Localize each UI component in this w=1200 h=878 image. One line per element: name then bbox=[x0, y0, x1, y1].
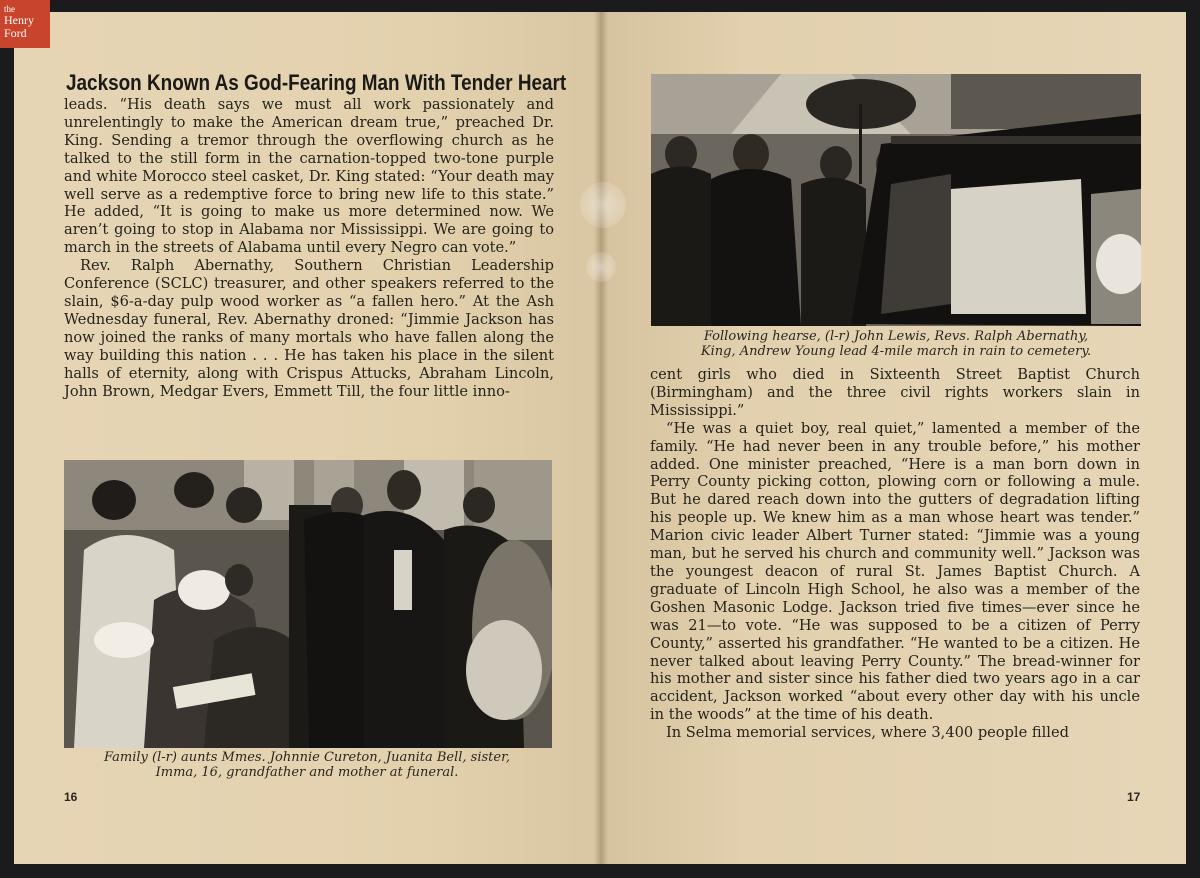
left-caption-line-2: Imma, 16, grandfather and mother at funeral. bbox=[155, 765, 459, 780]
funeral-family-photo bbox=[64, 460, 552, 748]
left-paragraph-1: leads. “His death says we must all work passionately and unrelentingly to make the American dream true,” preached Dr. King. Sending a tremor through the overflowing church as he talked to the still form in the carnation-topped two-tone purple and white Morocco steel casket, Dr. King stated: “Your death may well serve as a redemptive force to bring new life to this state.” He added, “It is going to make us more determined now. We aren’t going to stop in Alabama nor Mississippi. We are going to march in the streets of Alabama until every Negro can vote.” bbox=[64, 96, 554, 257]
henry-ford-logo bbox=[0, 0, 50, 48]
right-photo-caption bbox=[648, 329, 1144, 359]
left-paragraph-2: Rev. Ralph Abernathy, Southern Christian Leadership Conference (SCLC) treasurer, and other speakers referred to the slain, $6-a-day pulp wood worker as “a fallen hero.” At the Ash Wednesday funeral, Rev. Abernathy droned: “Jimmie Jackson has now joined the ranks of many mortals who have fallen along the way building this nation . . . He has taken his place in the silent halls of eternity, along with Crispus Attucks, Abraham Lincoln, John Brown, Medgar Evers, Emmett Till, the four little inno- bbox=[64, 257, 554, 400]
article-headline: Jackson Known As God-Fearing Man With Tender Heart bbox=[66, 70, 567, 95]
logo-text-ford: Ford bbox=[4, 26, 27, 40]
page-number-right: 17 bbox=[1127, 790, 1141, 804]
right-paragraph-3: In Selma memorial services, where 3,400 people filled bbox=[666, 724, 1069, 742]
logo-text-the: the bbox=[4, 4, 15, 14]
paper-stain bbox=[580, 182, 626, 228]
page-number-left: 16 bbox=[64, 790, 78, 804]
logo-text-henry: Henry bbox=[4, 13, 34, 27]
right-caption-line-2: King, Andrew Young lead 4-mile march in rain to cemetery. bbox=[700, 344, 1092, 359]
right-paragraph-1: cent girls who died in Sixteenth Street Baptist Church (Birmingham) and the three civil rights workers slain in Mississippi.” bbox=[650, 366, 1140, 419]
right-text-column bbox=[650, 366, 1140, 742]
left-caption-line-1: Family (l-r) aunts Mmes. Johnnie Cureton, Juanita Bell, sister, bbox=[103, 750, 511, 765]
paper-stain bbox=[586, 252, 616, 282]
left-text-column bbox=[64, 96, 554, 400]
left-photo-caption bbox=[60, 750, 554, 780]
right-paragraph-2: “He was a quiet boy, real quiet,” lamented a member of the family. “He had never been in any trouble before,” his mother added. One minister preached, “Here is a man born down in Perry County picking cotton, plowing corn or following a mule. But he dared reach down into the gutters of degradation lifting his people up. We knew him as a man whose heart was tender.” Marion civic leader Albert Turner stated: “Jimmie was a young man, but he served his church and community well.” Jackson was the youngest deacon of rural St. James Baptist Church. A graduate of Lincoln High School, he also was a member of the Goshen Masonic Lodge. Jackson tried five times—ever since he was 21—to vote. “He was supposed to be a citizen of Perry County,” asserted his grandfather. “He wanted to be a citizen. He never talked about leaving Perry County.” The bread-winner for his mother and sister since his father died two years ago in a car accident, Jackson worked “about every other day with his uncle in the woods” at the time of his death. bbox=[650, 419, 1140, 724]
right-caption-line-1: Following hearse, (l-r) John Lewis, Revs. Ralph Abernathy, bbox=[703, 329, 1089, 344]
funeral-march-photo bbox=[651, 74, 1141, 326]
page-gutter bbox=[594, 12, 608, 864]
